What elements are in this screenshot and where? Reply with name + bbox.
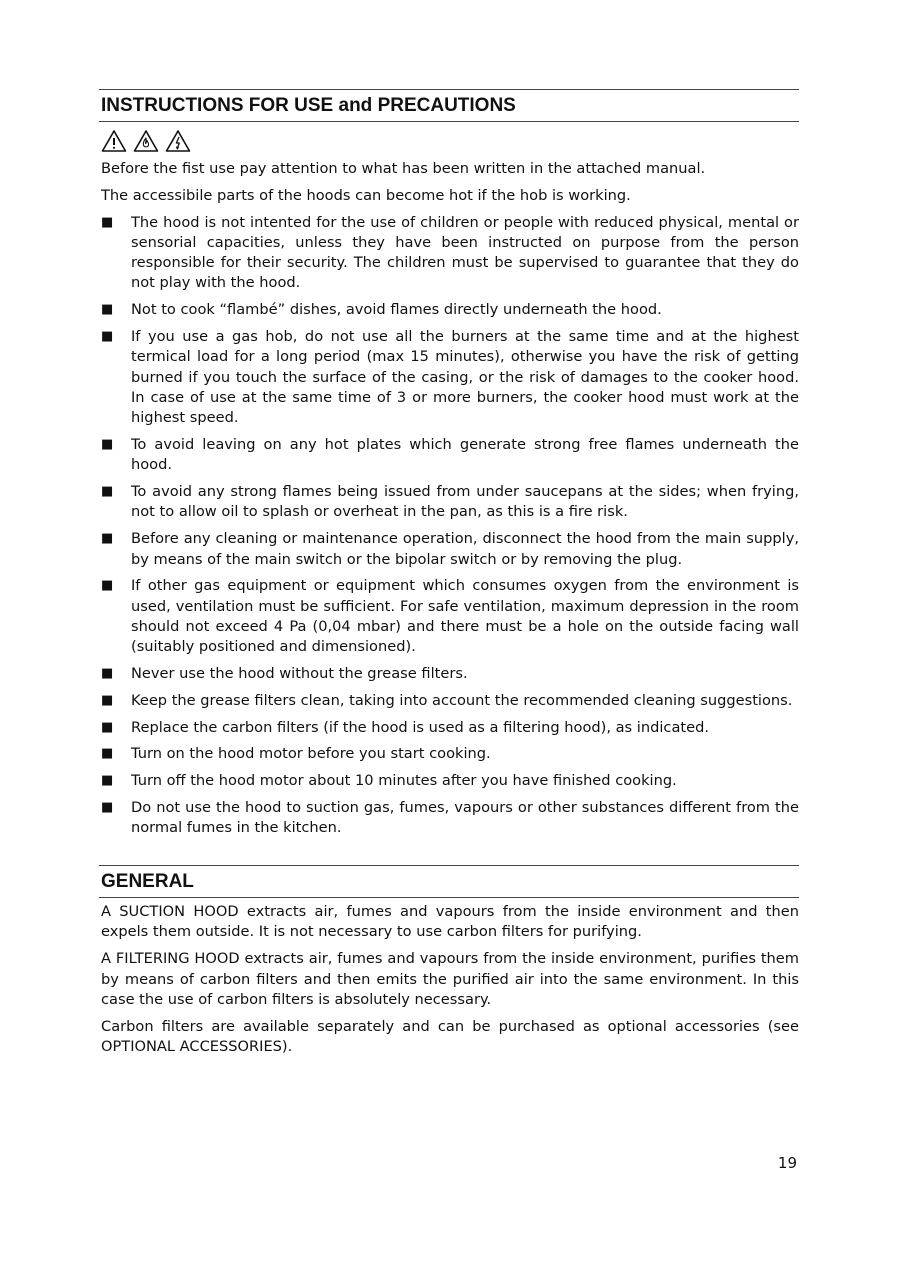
bullet-marker: ■ <box>101 531 114 547</box>
list-item-text: Not to cook “flambé” dishes, avoid flames directly underneath the hood. <box>131 301 662 319</box>
instructions-section-header <box>99 89 799 122</box>
hazard-icons <box>101 129 799 155</box>
list-item <box>99 300 799 320</box>
fire-hazard-icon <box>133 129 159 153</box>
list-item-text: To avoid any strong flames being issued from under saucepans at the sides; when frying, not to allow oil to splash or overheat in the pan, as this is a fire risk. <box>131 483 799 521</box>
bullet-marker: ■ <box>101 214 114 230</box>
manual-page <box>99 89 799 1064</box>
list-item-text: Keep the grease filters clean, taking into account the recommended cleaning suggestions. <box>131 691 793 709</box>
general-section-header <box>99 865 799 898</box>
list-item <box>99 327 799 428</box>
bullet-marker: ■ <box>101 666 114 682</box>
list-item <box>99 718 799 738</box>
bullet-marker: ■ <box>101 302 114 318</box>
list-item <box>99 213 799 294</box>
list-item <box>99 691 799 711</box>
list-item <box>99 664 799 684</box>
list-item <box>99 798 799 839</box>
list-item <box>99 744 799 764</box>
list-item-text: Replace the carbon filters (if the hood is used as a filtering hood), as indicated. <box>131 718 709 736</box>
bullet-marker: ■ <box>101 484 114 500</box>
section-spacer <box>99 845 799 865</box>
list-item-text: The hood is not intented for the use of children or people with reduced physical, mental or sensorial capacities, unless they have been instructed on purpose from the person responsible for their security. The children must be supervised to guarantee that they do not play with the hood. <box>131 213 799 292</box>
bullet-marker: ■ <box>101 329 114 345</box>
bullet-marker: ■ <box>101 437 114 453</box>
general-title: GENERAL <box>101 871 194 893</box>
bullet-marker: ■ <box>101 578 114 594</box>
bullet-marker: ■ <box>101 773 114 789</box>
instructions-title: INSTRUCTIONS FOR USE and PRECAUTIONS <box>101 95 516 116</box>
list-item <box>99 771 799 791</box>
general-paragraph: A FILTERING HOOD extracts air, fumes and vapours from the inside environment, purifies them by means of carbon filters and then emits the purified air into the same environment. In this case the use of carbon filters is absolutely necessary. <box>101 950 799 1008</box>
list-item <box>99 576 799 657</box>
list-item-text: To avoid leaving on any hot plates which generate strong free flames underneath the hood. <box>131 436 799 474</box>
bullet-marker: ■ <box>101 692 114 708</box>
bullet-marker: ■ <box>101 800 114 816</box>
list-item-text: If you use a gas hob, do not use all the burners at the same time and at the highest termical load for a long period (max 15 minutes), otherwise you have the risk of getting burned if you touch the surface of the casing, or the risk of damages to the cooker hood. In case of use at the same time of 3 or more burners, the cooker hood must work at the highest speed. <box>131 328 799 427</box>
list-item-text: Never use the hood without the grease filters. <box>131 665 468 683</box>
intro-paragraph: Before the fist use pay attention to what has been written in the attached manual. <box>101 160 706 177</box>
page-number: 19 <box>777 1154 797 1172</box>
list-item-text: If other gas equipment or equipment which consumes oxygen from the environment is used, ventilation must be sufficient. For safe ventilation, maximum depression in the room should not exceed 4 Pa (0,04 mbar) and there must be a hole on the outside facing wall (suitably positioned and dimensioned). <box>131 577 799 656</box>
bullet-marker: ■ <box>101 719 114 735</box>
general-paragraph: Carbon filters are available separately and can be purchased as optional accessories (see OPTIONAL ACCESSORIES). <box>101 1017 799 1055</box>
general-paragraph: A SUCTION HOOD extracts air, fumes and vapours from the inside environment and then expels them outside. It is not necessary to use carbon filters for purifying. <box>101 903 799 941</box>
electrical-hazard-icon <box>165 129 191 153</box>
list-item-text: Turn off the hood motor about 10 minutes after you have finished cooking. <box>131 772 677 790</box>
warning-icon <box>101 129 127 153</box>
list-item <box>99 482 799 523</box>
list-item-text: Turn on the hood motor before you start cooking. <box>131 745 491 763</box>
list-item <box>99 529 799 570</box>
bullet-marker: ■ <box>101 746 114 762</box>
intro-paragraph: The accessibile parts of the hoods can become hot if the hob is working. <box>101 186 631 204</box>
precautions-list <box>99 213 799 839</box>
list-item-text: Before any cleaning or maintenance operation, disconnect the hood from the main supply, by means of the main switch or the bipolar switch or by removing the plug. <box>131 530 799 568</box>
list-item-text: Do not use the hood to suction gas, fumes, vapours or other substances different from the normal fumes in the kitchen. <box>131 799 799 837</box>
list-item <box>99 435 799 476</box>
